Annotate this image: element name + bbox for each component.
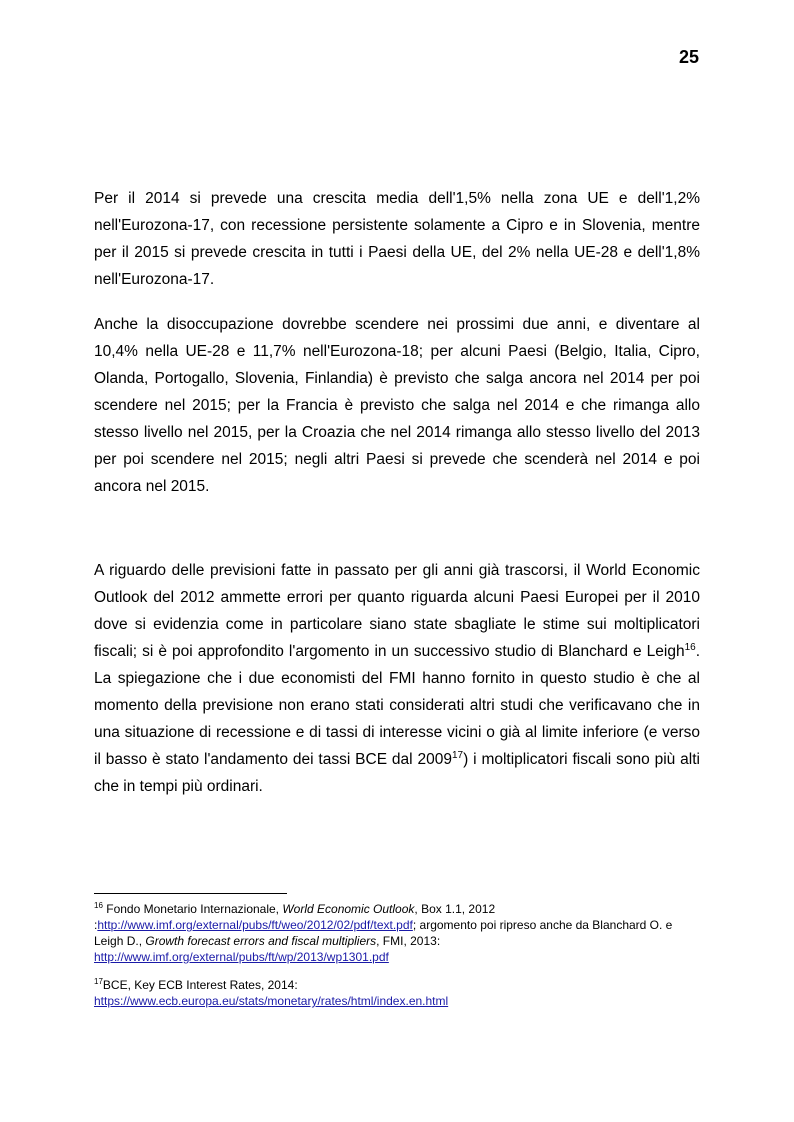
footnote-ref-16[interactable]: 16 [684,641,696,653]
footnote-text: , Box 1.1, 2012 : [94,902,496,932]
footnote-17 [94,977,700,1009]
footnote-ref-17[interactable]: 17 [451,749,464,761]
footnote-separator [94,893,287,894]
footnote-title: World Economic Outlook [282,902,415,916]
footnote-text: , FMI, 2013: [376,934,441,948]
footnote-text: BCE, Key ECB Interest Rates, 2014: [102,978,298,992]
footnote-number: 17 [94,977,103,986]
footnote-text: Fondo Monetario Internazionale, [102,902,283,916]
paragraph-text: ) i moltiplicatori fiscali sono più alti che in tempi più ordinari. [94,751,700,795]
footnote-link-imf-weo[interactable]: http://www.imf.org/external/pubs/ft/weo/2012/02/pdf/text.pdf [97,918,413,932]
footnote-text: ; argomento poi ripreso anche da Blanchard O. e Leigh D., [94,918,673,948]
footnote-number: 16 [94,901,103,910]
paragraph-past-forecasts [94,557,700,800]
paragraph-growth-forecast: Per il 2014 si prevede una crescita media dell'1,5% nella zona UE e dell'1,2% nell'Eurozona-17, con recessione persistente solamente a Cipro e in Slovenia, mentre per il 2015 si prevede crescita in tutti i Paesi della UE, del 2% nella UE-28 e dell'1,8% nell'Eurozona-17. [94,190,700,288]
footnote-link-imf-wp[interactable]: http://www.imf.org/external/pubs/ft/wp/2013/wp1301.pdf [94,950,389,964]
paragraph-text: . La spiegazione che i due economisti del FMI hanno fornito in questo studio è che al momento della previsione non erano stati considerati altri studi che verificavano che in una situazione di recessione e di tassi di interesse vicini o già al limite inferiore (e verso il basso è stato l'andamento dei tassi BCE dal 2009 [94,643,700,768]
footnote-title: Growth forecast errors and fiscal multipliers [145,934,377,948]
footnote-16 [94,901,700,965]
page-number: 25 [678,47,699,67]
footnote-link-ecb-rates[interactable]: https://www.ecb.europa.eu/stats/monetary/rates/html/index.en.html [94,994,449,1008]
paragraph-unemployment: Anche la disoccupazione dovrebbe scendere nei prossimi due anni, e diventare al 10,4% nella UE-28 e 11,7% nell'Eurozona-18; per alcuni Paesi (Belgio, Italia, Cipro, Olanda, Portogallo, Slovenia, Finlandia) è previsto che salga ancora nel 2014 per poi scendere nel 2015; per la Francia è previsto che salga nel 2014 e che rimanga allo stesso livello nel 2015, per la Croazia che nel 2014 rimanga allo stesso livello del 2013 per poi scendere nel 2015; negli altri Paesi si prevede che scenderà nel 2014 e poi ancora nel 2015. [94,316,700,495]
paragraph-text: A riguardo delle previsioni fatte in passato per gli anni già trascorsi, il World Economic Outlook del 2012 ammette errori per quanto riguarda alcuni Paesi Europei per il 2010 dove si evidenzia come in particolare siano state sbagliate le stime sui moltiplicatori fiscali; si è poi approfondito l'argomento in un successivo studio di Blanchard e Leigh [94,562,700,660]
